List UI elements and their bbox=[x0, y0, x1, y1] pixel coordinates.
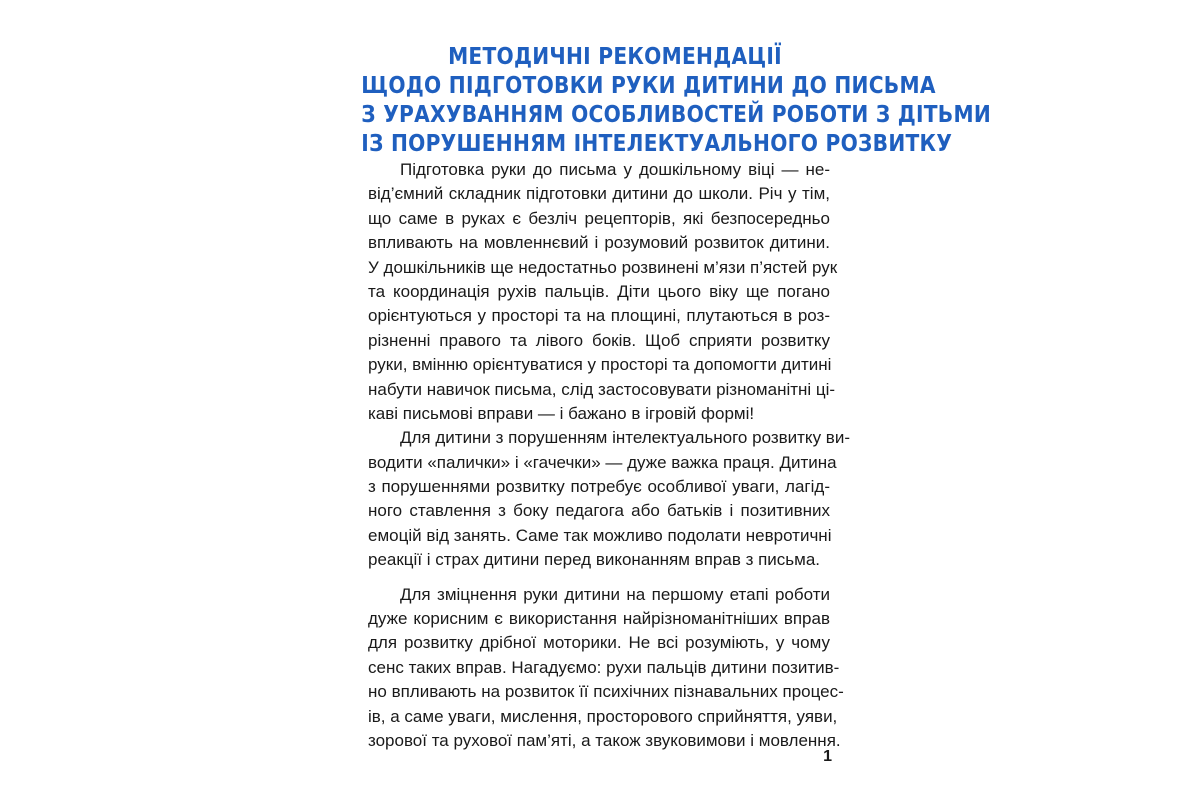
text-line: водити «палички» і «гачечки» — дуже важка праця. Дитина bbox=[368, 452, 837, 472]
text-line: Для зміцнення руки дитини на першому етапі роботи bbox=[400, 584, 830, 604]
title-line: З УРАХУВАННЯМ ОСОБЛИВОСТЕЙ РОБОТИ З ДІТЬМИ bbox=[361, 100, 992, 128]
text-line: Підготовка руки до письма у дошкільному віці — не- bbox=[400, 160, 830, 179]
text-line: сенс таких вправ. Нагадуємо: рухи пальців дитини позитив- bbox=[368, 657, 840, 677]
text-line: ів, а саме уваги, мислення, просторового сприйняття, уяви, bbox=[368, 706, 838, 726]
page-title bbox=[320, 42, 992, 158]
text-line: від’ємний складник підготовки дитини до школи. Річ у тім, bbox=[368, 184, 830, 204]
text-line: що саме в руках є безліч рецепторів, які безпосередньо bbox=[368, 208, 830, 228]
text-line: та координація рухів пальців. Діти цього віку ще погано bbox=[368, 281, 830, 301]
text-line: орієнтуються у просторі та на площині, плутаються в роз- bbox=[368, 306, 830, 326]
text-line: набути навичок письма, слід застосовувати різноманітні ці- bbox=[368, 379, 836, 399]
title-line: ІЗ ПОРУШЕННЯМ ІНТЕЛЕКТУАЛЬНОГО РОЗВИТКУ bbox=[361, 129, 953, 157]
text-line: для розвитку дрібної моторики. Не всі розуміють, у чому bbox=[368, 633, 830, 653]
text-line: руки, вмінню орієнтуватися у просторі та допомогти дитині bbox=[368, 355, 832, 375]
text-line: зорової та рухової пам’яті, а також звуковимови і мовлення. bbox=[368, 730, 841, 750]
paragraph-2 bbox=[368, 426, 850, 572]
text-line: но впливають на розвиток її психічних пізнавальних процес- bbox=[368, 682, 844, 702]
text-line: ного ставлення з боку педагога або батьків і позитивних bbox=[368, 501, 830, 521]
text-line: Для дитини з порушенням інтелектуального розвитку ви- bbox=[400, 428, 850, 448]
text-line: впливають на мовленнєвий і розумовий розвиток дитини. bbox=[368, 233, 830, 253]
text-line: з порушеннями розвитку потребує особливої уваги, лагід- bbox=[368, 477, 830, 497]
text-line: реакції і страх дитини перед виконанням вправ з письма. bbox=[368, 550, 821, 570]
paragraph-1 bbox=[368, 158, 838, 426]
page-number: 1 bbox=[823, 748, 832, 765]
text-line: У дошкільників ще недостатньо розвинені м’язи п’ястей рук bbox=[368, 257, 838, 277]
text-line: різненні правого та лівого боків. Щоб сприяти розвитку bbox=[368, 330, 830, 350]
paragraph-spacer bbox=[368, 573, 830, 583]
title-line: ЩОДО ПІДГОТОВКИ РУКИ ДИТИНИ ДО ПИСЬМА bbox=[361, 71, 936, 99]
text-line: дуже корисним є використання найрізноманітніших вправ bbox=[368, 609, 830, 629]
text-line: емоцій від занять. Саме так можливо подолати невротичні bbox=[368, 525, 832, 545]
text-line: каві письмові вправи — і бажано в ігровій формі! bbox=[368, 403, 755, 423]
paragraph-3 bbox=[368, 583, 844, 754]
title-line: МЕТОДИЧНІ РЕКОМЕНДАЦІЇ bbox=[448, 42, 782, 70]
body-text bbox=[368, 158, 850, 753]
